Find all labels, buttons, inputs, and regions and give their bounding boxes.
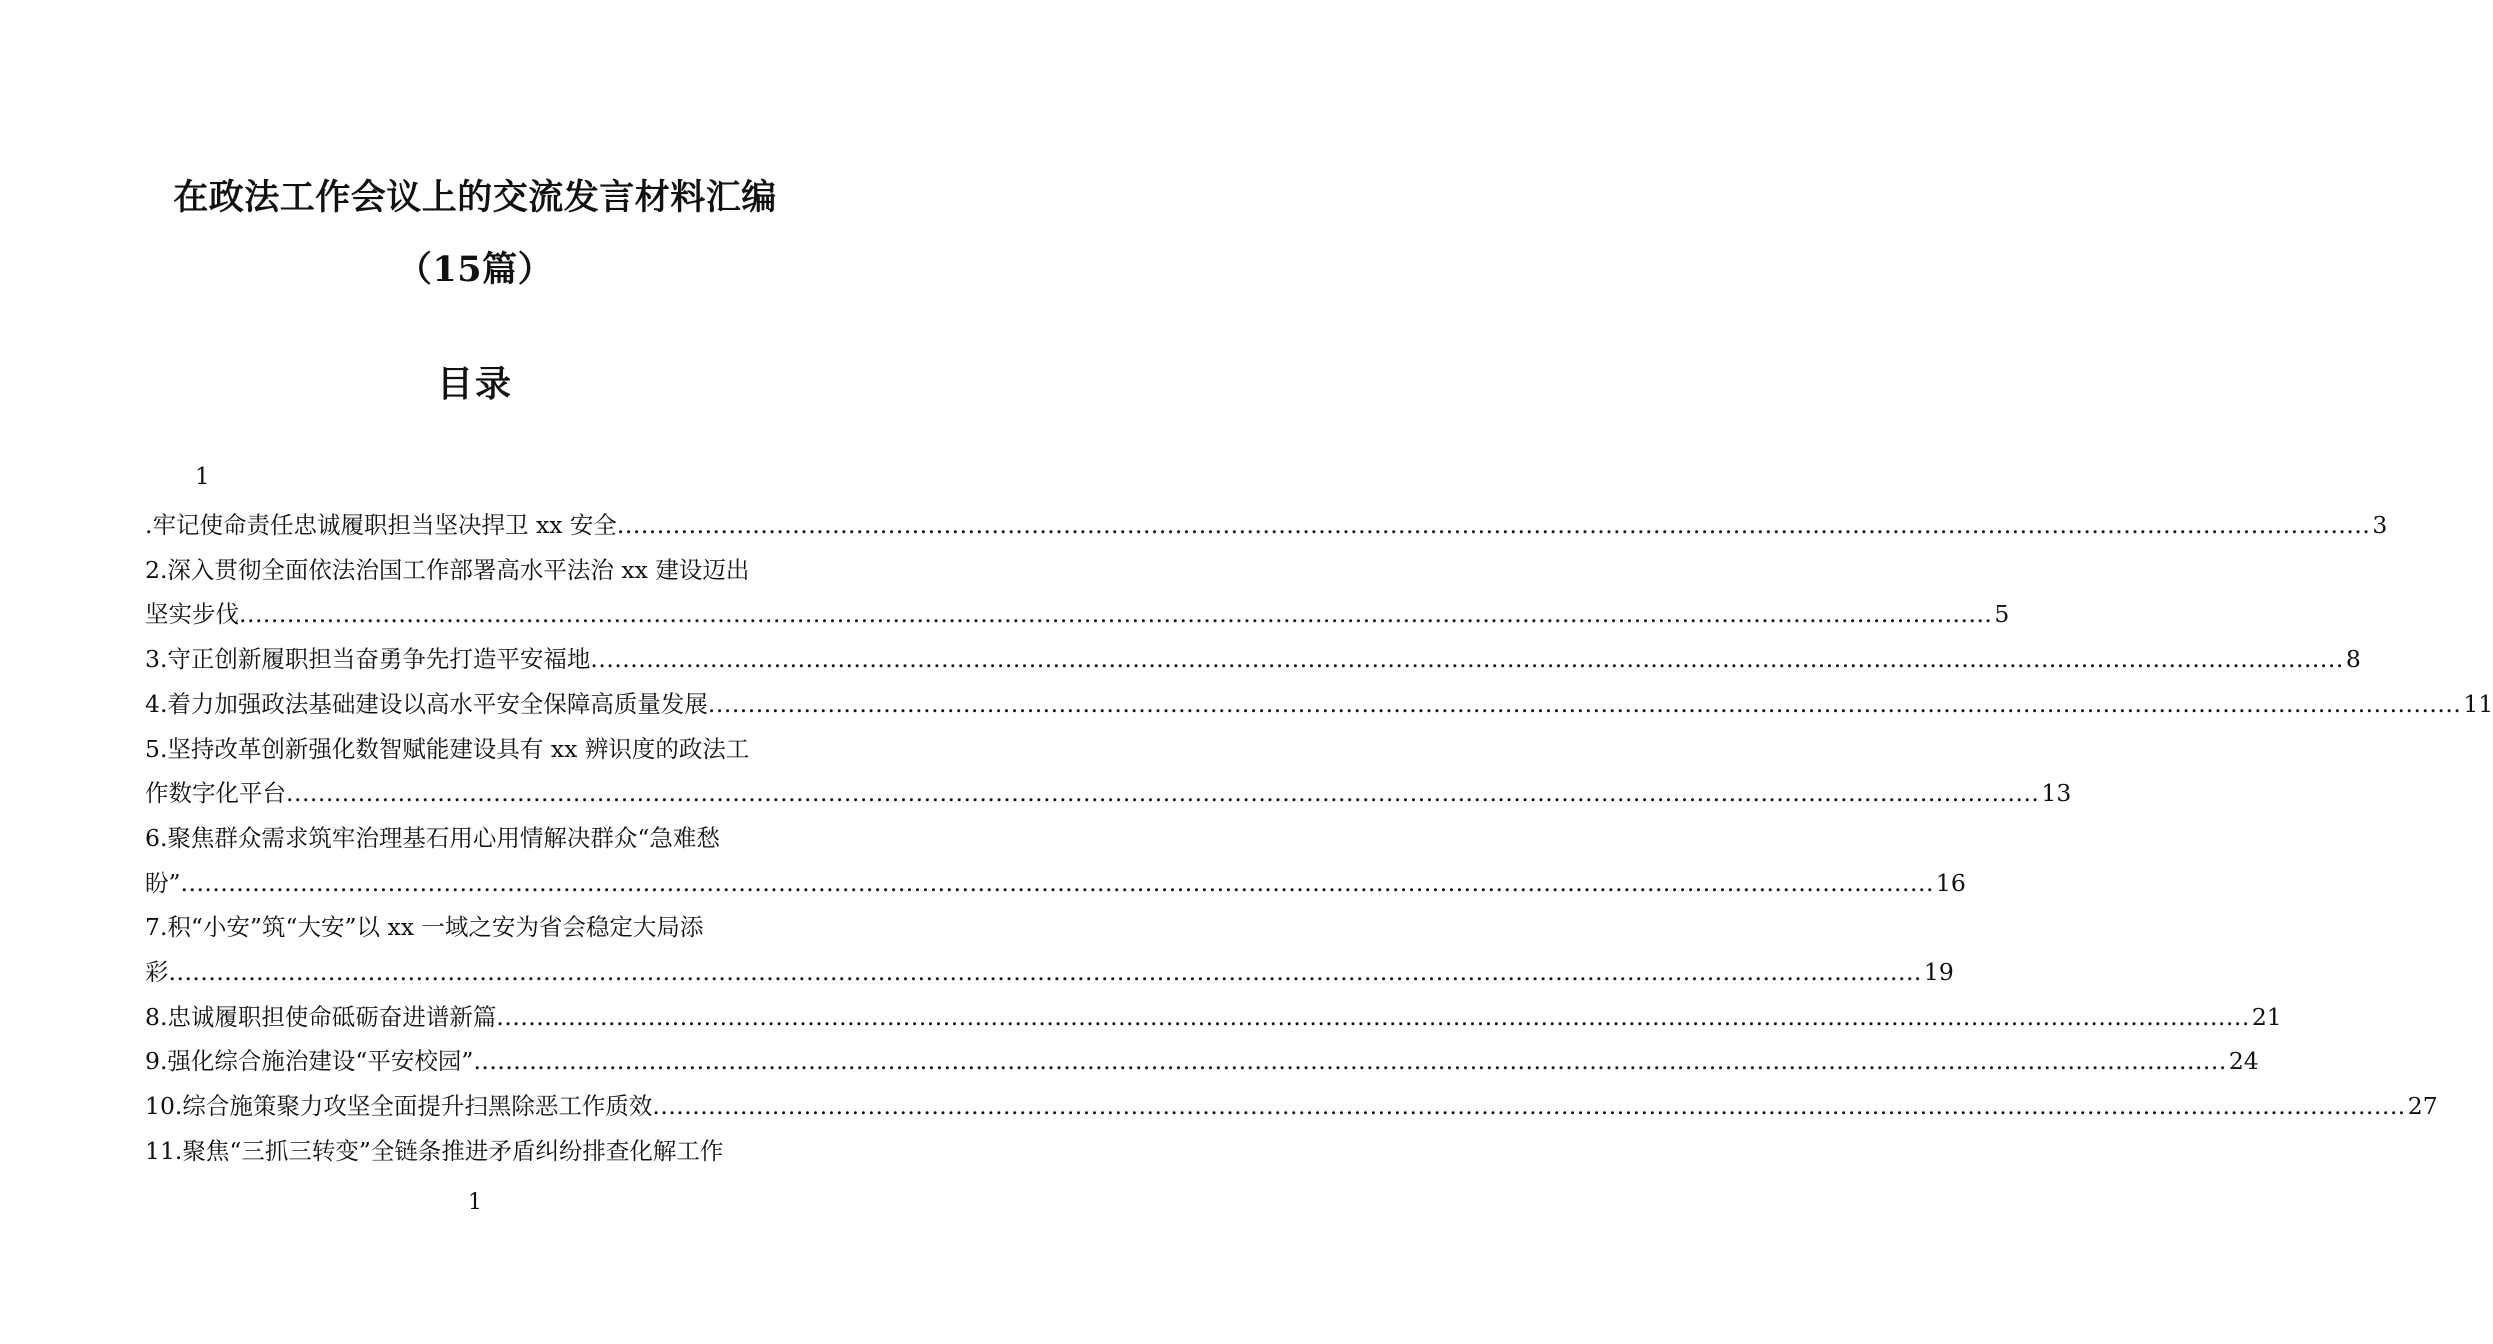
toc-entry[interactable]	[145, 775, 2072, 811]
toc-entry-page: 8	[2345, 645, 2361, 674]
toc-entry-page: 27	[2407, 1092, 2438, 1121]
toc-dot-leader: ............................................................................................................................................................................................................................	[590, 645, 2344, 674]
toc-entry-page: 21	[2251, 1002, 2282, 1031]
toc-entry-title: 4.着力加强政法基础建设以高水平安全保障高质量发展	[145, 689, 708, 718]
toc-entry[interactable]	[145, 820, 807, 856]
toc-first-number: 1	[195, 464, 210, 490]
toc-entry[interactable]	[145, 865, 1966, 901]
toc-entry[interactable]	[145, 1043, 2259, 1079]
toc-entry[interactable]	[145, 507, 2388, 543]
toc-entry[interactable]	[145, 999, 2282, 1035]
toc-entry-title: 盼”	[145, 868, 181, 897]
toc-entry[interactable]	[145, 909, 807, 945]
toc-entry-title: 11.聚焦“三抓三转变”全链条推进矛盾纠纷排查化解工作	[145, 1136, 724, 1165]
toc-entry-page: 16	[1935, 868, 1966, 897]
toc-heading: 目录	[436, 363, 513, 405]
toc-entry-title: 彩	[145, 958, 169, 986]
toc-entry-title: 3.守正创新履职担当奋勇争先打造平安福地	[145, 645, 591, 674]
toc-dot-leader: ............................................................................................................................................................................................................................	[616, 511, 2371, 539]
page-number: 1	[468, 1190, 482, 1215]
toc-entry-title: 5.坚持改革创新强化数智赋能建设具有 xx 辨识度的政法工	[145, 734, 750, 763]
toc-entry-title: 7.积“小安”筑“大安”以 xx 一域之安为省会稳定大局添	[145, 913, 704, 942]
toc-dot-leader: ............................................................................................................................................................................................................................	[652, 1092, 2406, 1121]
toc-entry-title: .牢记使命责任忠诚履职担当坚决捍卫 xx 安全	[145, 511, 617, 539]
toc-dot-leader: ............................................................................................................................................................................................................................	[180, 868, 1934, 897]
toc-entry-page: 24	[2228, 1047, 2259, 1076]
document-subtitle: （15篇）	[396, 249, 554, 290]
toc-entry-title: 9.强化综合施治建设“平安校园”	[145, 1047, 474, 1076]
toc-entry[interactable]	[145, 954, 1954, 990]
toc-entry-title: 坚实步伐	[145, 600, 239, 629]
toc-dot-leader: ............................................................................................................................................................................................................................	[496, 1002, 2250, 1031]
toc-dot-leader: ............................................................................................................................................................................................................................	[239, 600, 1993, 629]
toc-entry[interactable]	[145, 552, 807, 588]
toc-entry-page: 5	[1994, 600, 2010, 629]
toc-dot-leader: ............................................................................................................................................................................................................................	[286, 779, 2040, 808]
toc-dot-leader: ............................................................................................................................................................................................................................	[707, 689, 2462, 718]
toc-entry[interactable]	[145, 731, 807, 767]
toc-entry[interactable]	[145, 686, 2493, 722]
toc-entry-page: 3	[2372, 511, 2388, 539]
toc-dot-leader: ............................................................................................................................................................................................................................	[168, 958, 1922, 986]
toc-entry-page: 19	[1923, 958, 1954, 986]
toc-entry[interactable]	[145, 596, 2010, 632]
document-title: 在政法工作会议上的交流发言材料汇编	[173, 177, 777, 218]
toc-entry-page: 11	[2463, 689, 2493, 718]
toc-entry-title: 10.综合施策聚力攻坚全面提升扫黑除恶工作质效	[145, 1092, 653, 1121]
toc-entry-page: 13	[2041, 779, 2072, 808]
toc-dot-leader: ............................................................................................................................................................................................................................	[473, 1047, 2227, 1076]
toc-entry[interactable]	[145, 641, 2361, 677]
toc-entry-title: 6.聚焦群众需求筑牢治理基石用心用情解决群众“急难愁	[145, 823, 720, 852]
toc-entry-title: 8.忠诚履职担使命砥砺奋进谱新篇	[145, 1002, 497, 1031]
toc-entry[interactable]	[145, 1133, 807, 1169]
toc-entry-title: 作数字化平台	[145, 779, 286, 808]
toc-entry[interactable]	[145, 1088, 2438, 1124]
toc-entry-title: 2.深入贯彻全面依法治国工作部署高水平法治 xx 建设迈出	[145, 555, 750, 584]
